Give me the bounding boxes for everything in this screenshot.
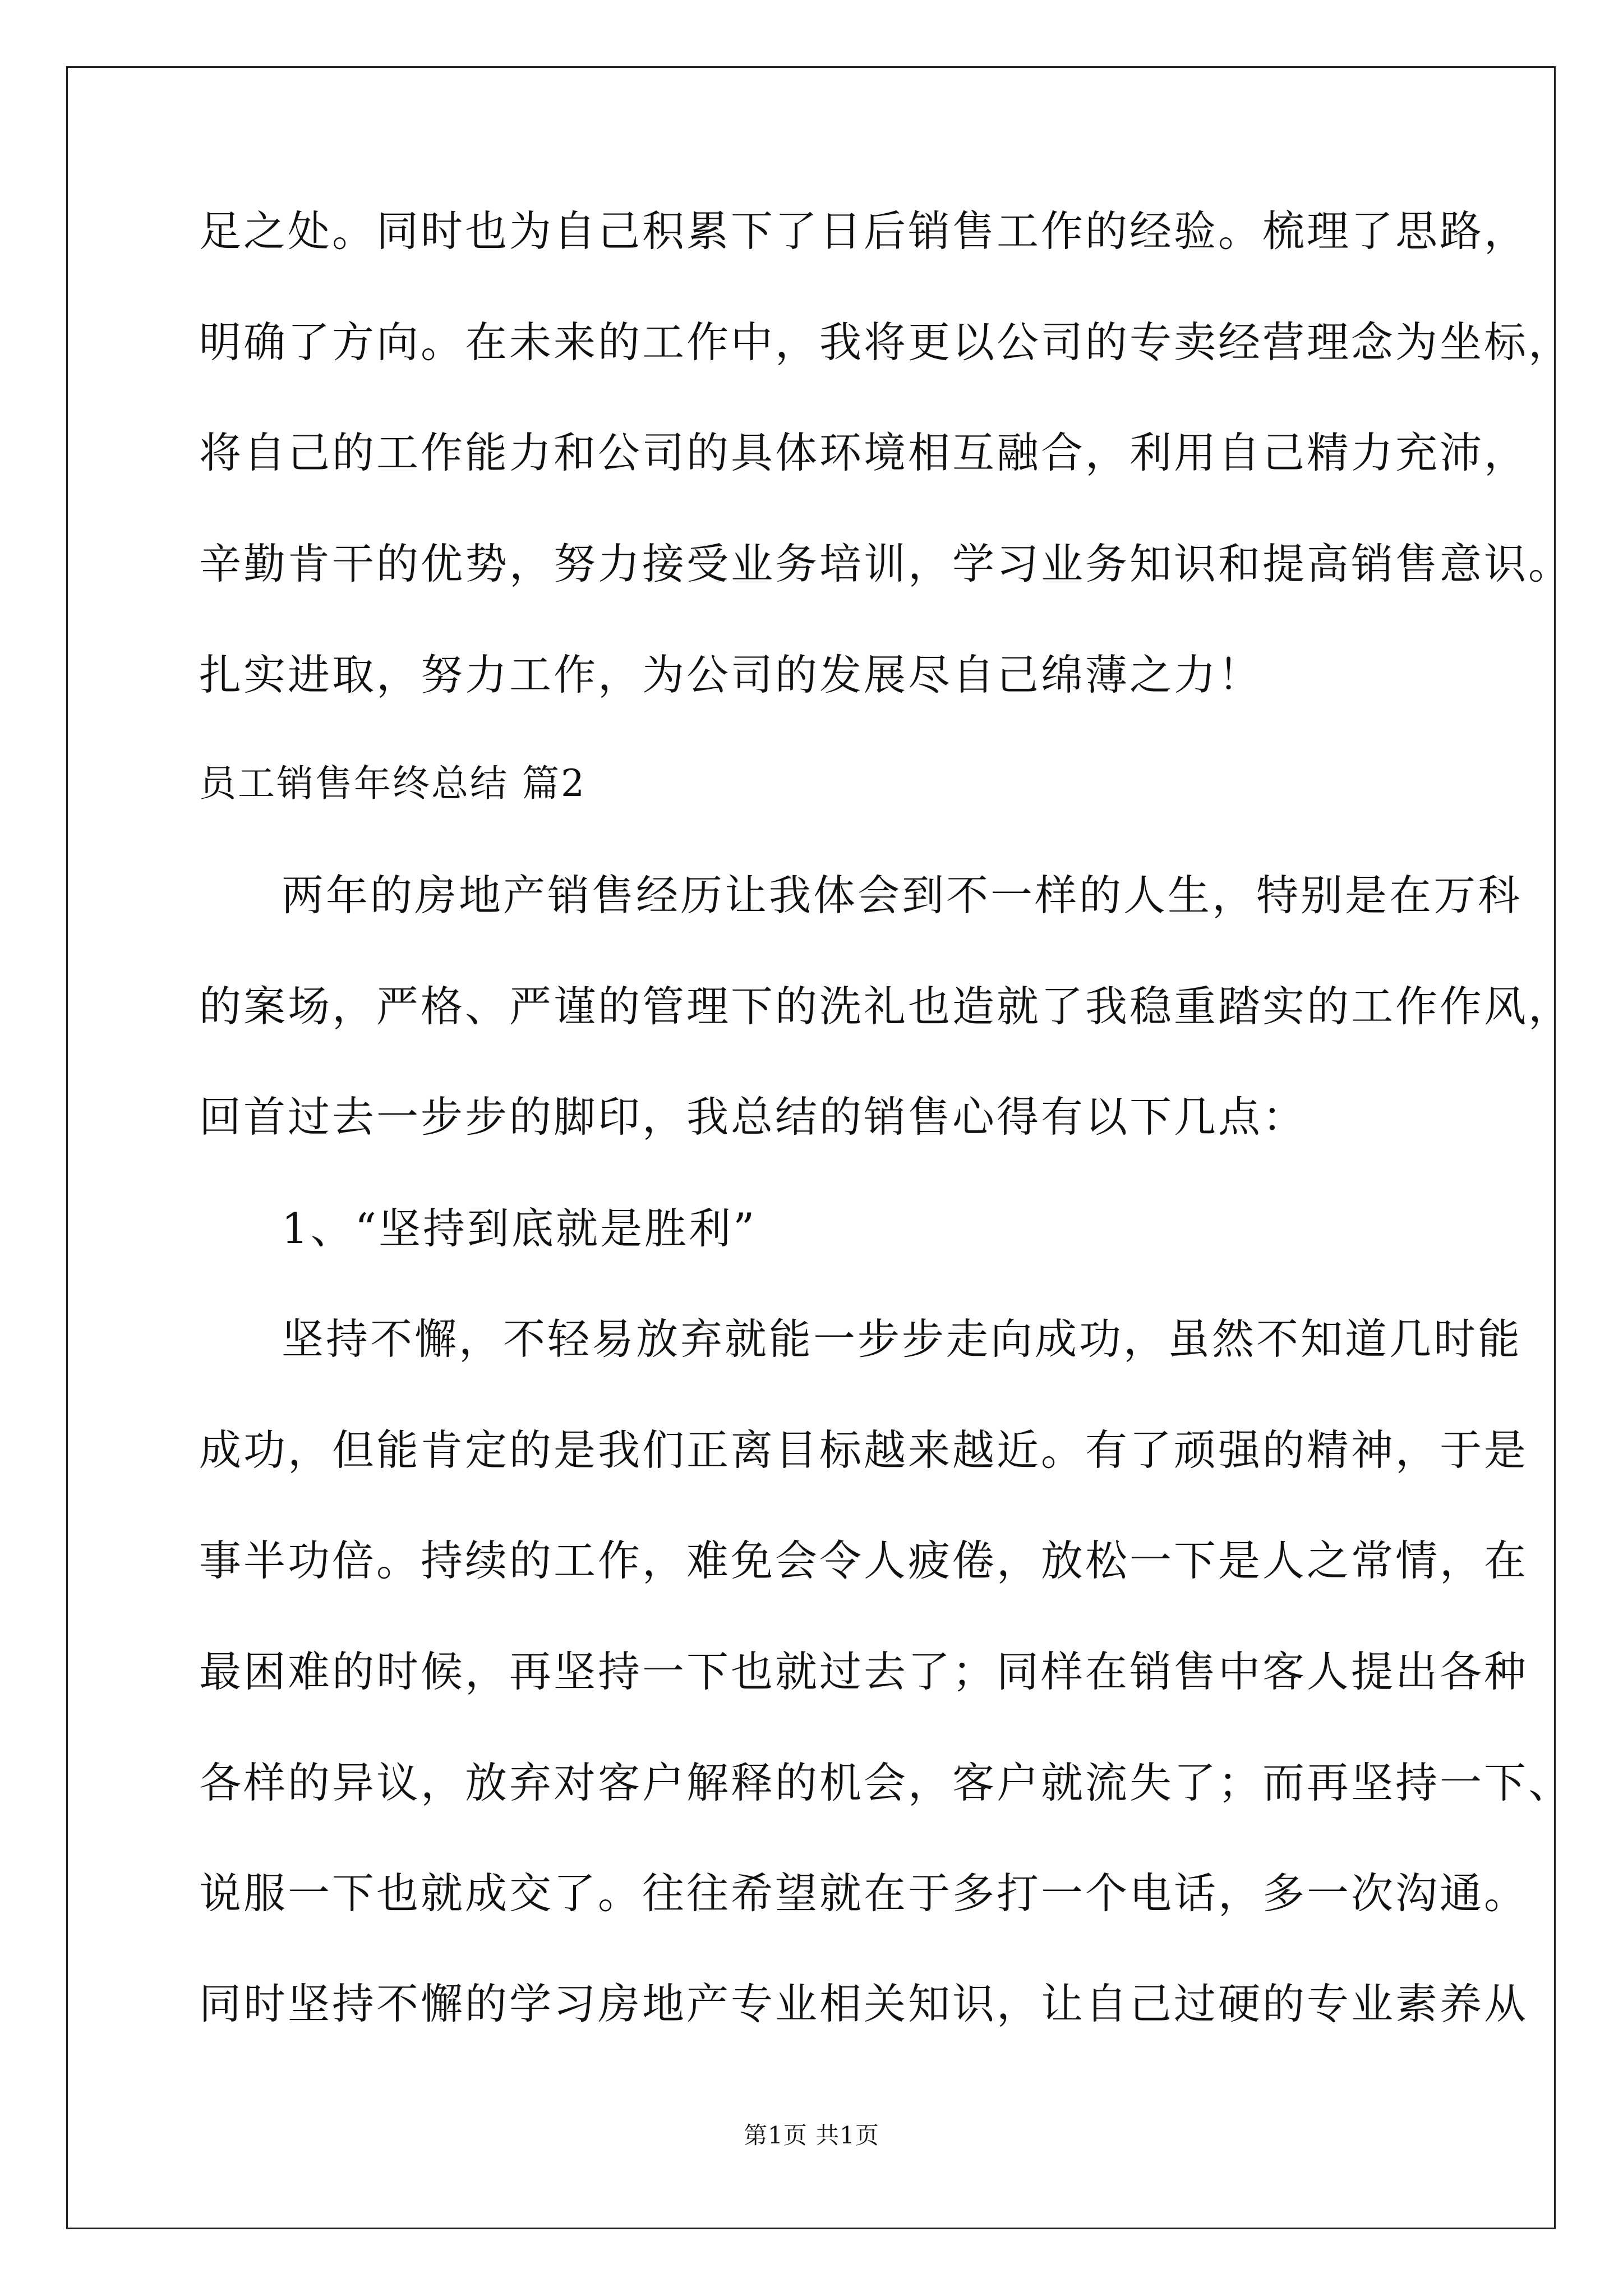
page-footer: 第1页 共1页 <box>744 2122 879 2149</box>
section-heading: 员工销售年终总结 篇2 <box>199 762 586 805</box>
numbered-point: 1、“坚持到底就是胜利” <box>282 1204 757 1253</box>
body-line: 辛勤肯干的优势，努力接受业务培训，学习业务知识和提高销售意识。 <box>199 539 1573 588</box>
paragraph-start-line: 两年的房地产销售经历让我体会到不一样的人生，特别是在万科 <box>282 871 1523 920</box>
body-line: 足之处。同时也为自己积累下了日后销售工作的经验。梳理了思路， <box>199 206 1529 256</box>
body-line: 成功，但能肯定的是我们正离目标越来越近。有了顽强的精神，于是 <box>199 1425 1529 1475</box>
body-line: 各样的异议，放弃对客户解释的机会，客户就流失了；而再坚持一下、 <box>199 1758 1573 1807</box>
body-line: 最困难的时候，再坚持一下也就过去了；同样在销售中客人提出各种 <box>199 1647 1529 1696</box>
body-line: 事半功倍。持续的工作，难免会令人疲倦，放松一下是人之常情，在 <box>199 1536 1529 1585</box>
body-line: 将自己的工作能力和公司的具体环境相互融合，利用自己精力充沛， <box>199 428 1529 477</box>
paragraph-start-line: 坚持不懈，不轻易放弃就能一步步走向成功，虽然不知道几时能 <box>282 1314 1523 1364</box>
body-line: 的案场，严格、严谨的管理下的洗礼也造就了我稳重踏实的工作作风， <box>199 982 1573 1031</box>
body-line: 同时坚持不懈的学习房地产专业相关知识，让自己过硬的专业素养从 <box>199 1979 1529 2028</box>
body-line: 说服一下也就成交了。往往希望就在于多打一个电话，多一次沟通。 <box>199 1869 1529 1918</box>
body-line: 回首过去一步步的脚印，我总结的销售心得有以下几点： <box>199 1092 1307 1142</box>
body-line: 扎实进取，努力工作，为公司的发展尽自己绵薄之力！ <box>199 650 1263 700</box>
body-line: 明确了方向。在未来的工作中，我将更以公司的专卖经营理念为坐标， <box>199 318 1573 367</box>
